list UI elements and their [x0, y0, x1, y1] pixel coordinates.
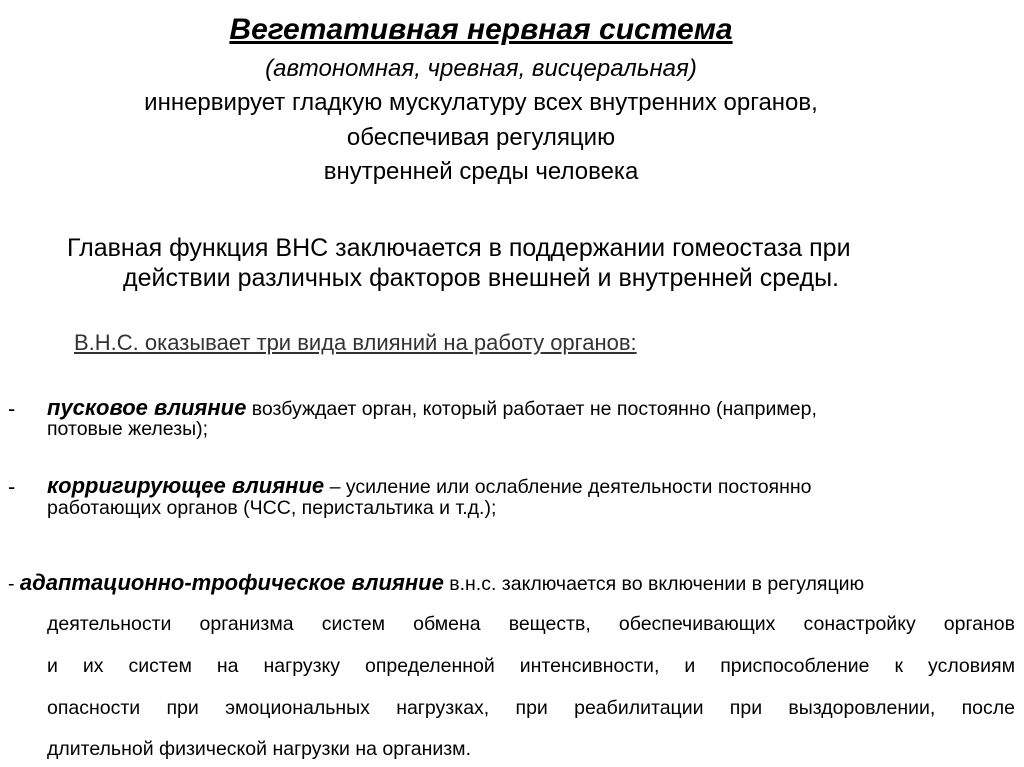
page-title: Вегетативная нервная система — [229, 13, 733, 46]
influence-term: корригирующее влияние — [47, 473, 325, 498]
main-function-line: Главная функция ВНС заключается в поддержании гомеостаза при — [67, 234, 851, 262]
influences-heading: В.Н.С. оказывает три вида влияний на работу органов: — [74, 330, 637, 355]
page-subtitle: (автономная, чревная, висцеральная) — [265, 55, 697, 82]
main-function-line: действии различных факторов внешней и внутренней среды. — [123, 264, 839, 292]
influence-item — [47, 395, 817, 420]
intro-line: иннервирует гладкую мускулатуру всех внутренних органов, — [144, 89, 818, 116]
influence-term: пусковое влияние — [47, 395, 247, 420]
influence-text: в.н.с. заключается во включении в регуляцию — [443, 573, 865, 595]
influence-text: потовые железы); — [47, 418, 209, 440]
influence-text: длительной физической нагрузки на организм. — [47, 738, 472, 760]
intro-line: обеспечивая регуляцию — [346, 124, 616, 151]
influence-text: – усиление или ослабление деятельности постоянно — [324, 476, 812, 498]
influence-text: опасности при эмоциональных нагрузках, при реабилитации при выздоровлении, после — [47, 697, 1015, 719]
influence-item — [8, 570, 864, 595]
bullet-dash: - — [8, 573, 20, 595]
influence-text: и их систем на нагрузку определенной интенсивности, и приспособление к условиям — [47, 655, 1015, 677]
influence-text: деятельности организма систем обмена веществ, обеспечивающих сонастройку органов — [47, 613, 1015, 635]
influence-text: работающих органов (ЧСС, перистальтика и т.д.); — [47, 497, 497, 519]
influence-term: адаптационно-трофическое влияние — [19, 570, 444, 595]
bullet-dash: - — [8, 396, 16, 421]
influence-item — [47, 473, 812, 498]
bullet-dash: - — [8, 474, 16, 499]
influence-text: возбуждает орган, который работает не постоянно (например, — [246, 398, 817, 420]
intro-line: внутренней среды человека — [323, 158, 639, 185]
